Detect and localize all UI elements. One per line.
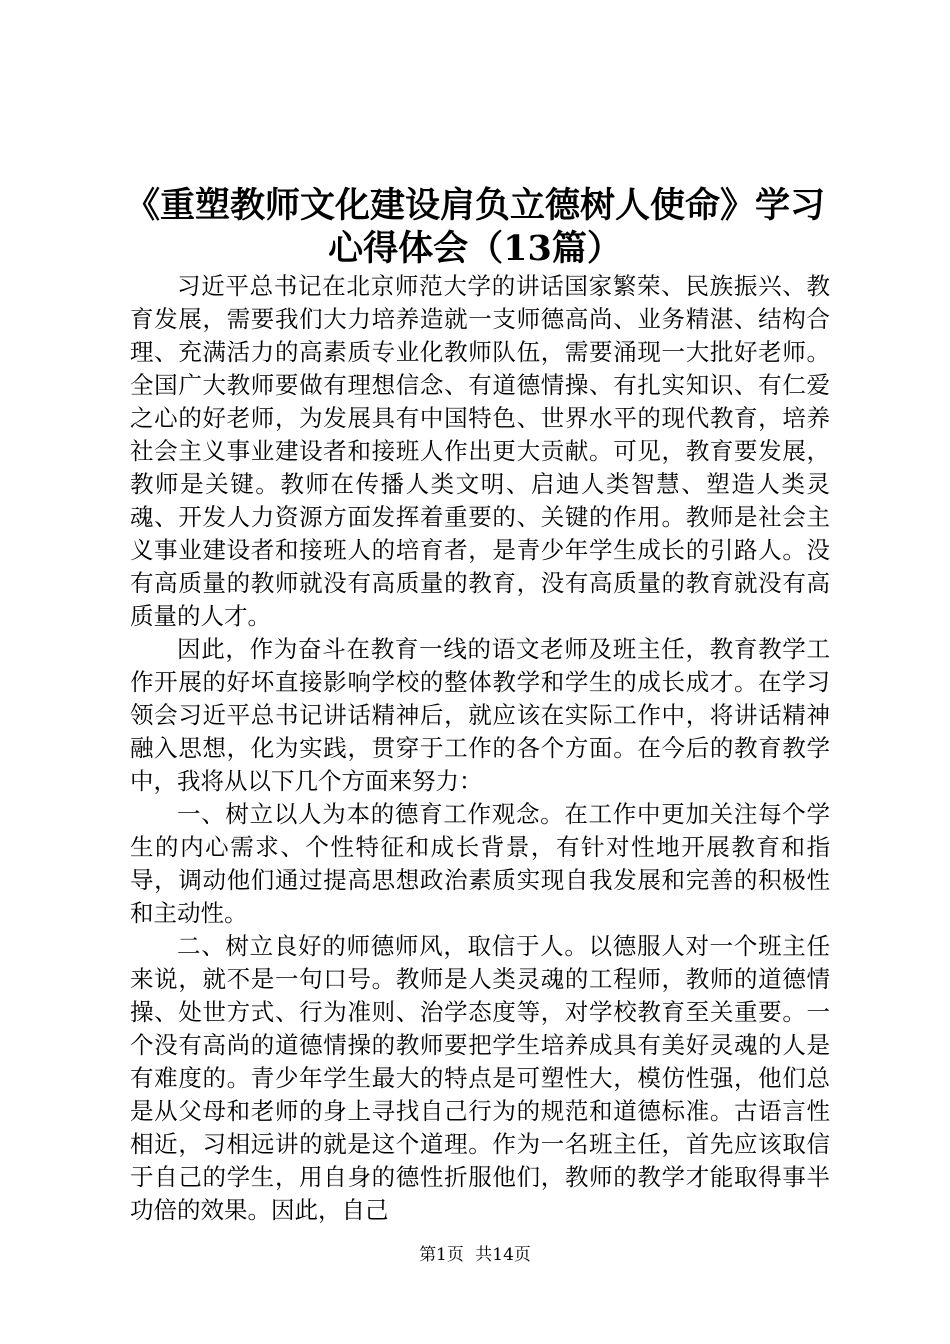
page-footer [0, 1244, 950, 1266]
total-pages: 共14页 [475, 1245, 531, 1265]
body-paragraph: 二、树立良好的师德师风，取信于人。以德服人对一个班主任来说，就不是一句口号。教师是人类灵魂的工程师，教师的道德情操、处世方式、行为准则、治学态度等，对学校教育至关重要。一个没有高尚的道德情操的教师要把学生培养成具有美好灵魂的人是有难度的。青少年学生最大的特点是可塑性大，模仿性强，他们总是从父母和老师的身上寻找自己行为的规范和道德标准。古语言性相近，习相远讲的就是这个道理。作为一名班主任，首先应该取信于自己的学生，用自身的德性折服他们，教师的教学才能取得事半功倍的效果。因此，自己 [130, 932, 830, 1224]
body-paragraph: 一、树立以人为本的德育工作观念。在工作中更加关注每个学生的内心需求、个性特征和成长背景，有针对性地开展教育和指导，调动他们通过提高思想政治素质实现自我发展和完善的积极性和主动性。 [130, 800, 830, 927]
body-paragraph: 习近平总书记在北京师范大学的讲话国家繁荣、民族振兴、教育发展，需要我们大力培养造就一支师德高尚、业务精湛、结构合理、充满活力的高素质专业化教师队伍，需要涌现一大批好老师。全国广大教师要做有理想信念、有道德情操、有扎实知识、有仁爱之心的好老师，为发展具有中国特色、世界水平的现代教育，培养社会主义事业建设者和接班人作出更大贡献。可见，教育要发展，教师是关键。教师在传播人类文明、启迪人类智慧、塑造人类灵魂、开发人力资源方面发挥着重要的、关键的作用。教师是社会主义事业建设者和接班人的培育者，是青少年学生成长的引路人。没有高质量的教师就没有高质量的教育，没有高质量的教育就没有高质量的人才。 [130, 272, 830, 630]
document-title-line-1: 《重塑教师文化建设肩负立德树人使命》学习 [124, 185, 825, 226]
body-paragraph: 因此，作为奋斗在教育一线的语文老师及班主任，教育教学工作开展的好坏直接影响学校的整体教学和学生的成长成才。在学习领会习近平总书记讲话精神后，就应该在实际工作中，将讲话精神融入思想，化为实践，贯穿于工作的各个方面。在今后的教育教学中，我将从以下几个方面来努力： [130, 635, 830, 795]
page-number: 第1页 [419, 1245, 464, 1265]
document-title-line-2: 心得体会（13篇） [328, 228, 622, 269]
document-body [130, 270, 830, 1227]
